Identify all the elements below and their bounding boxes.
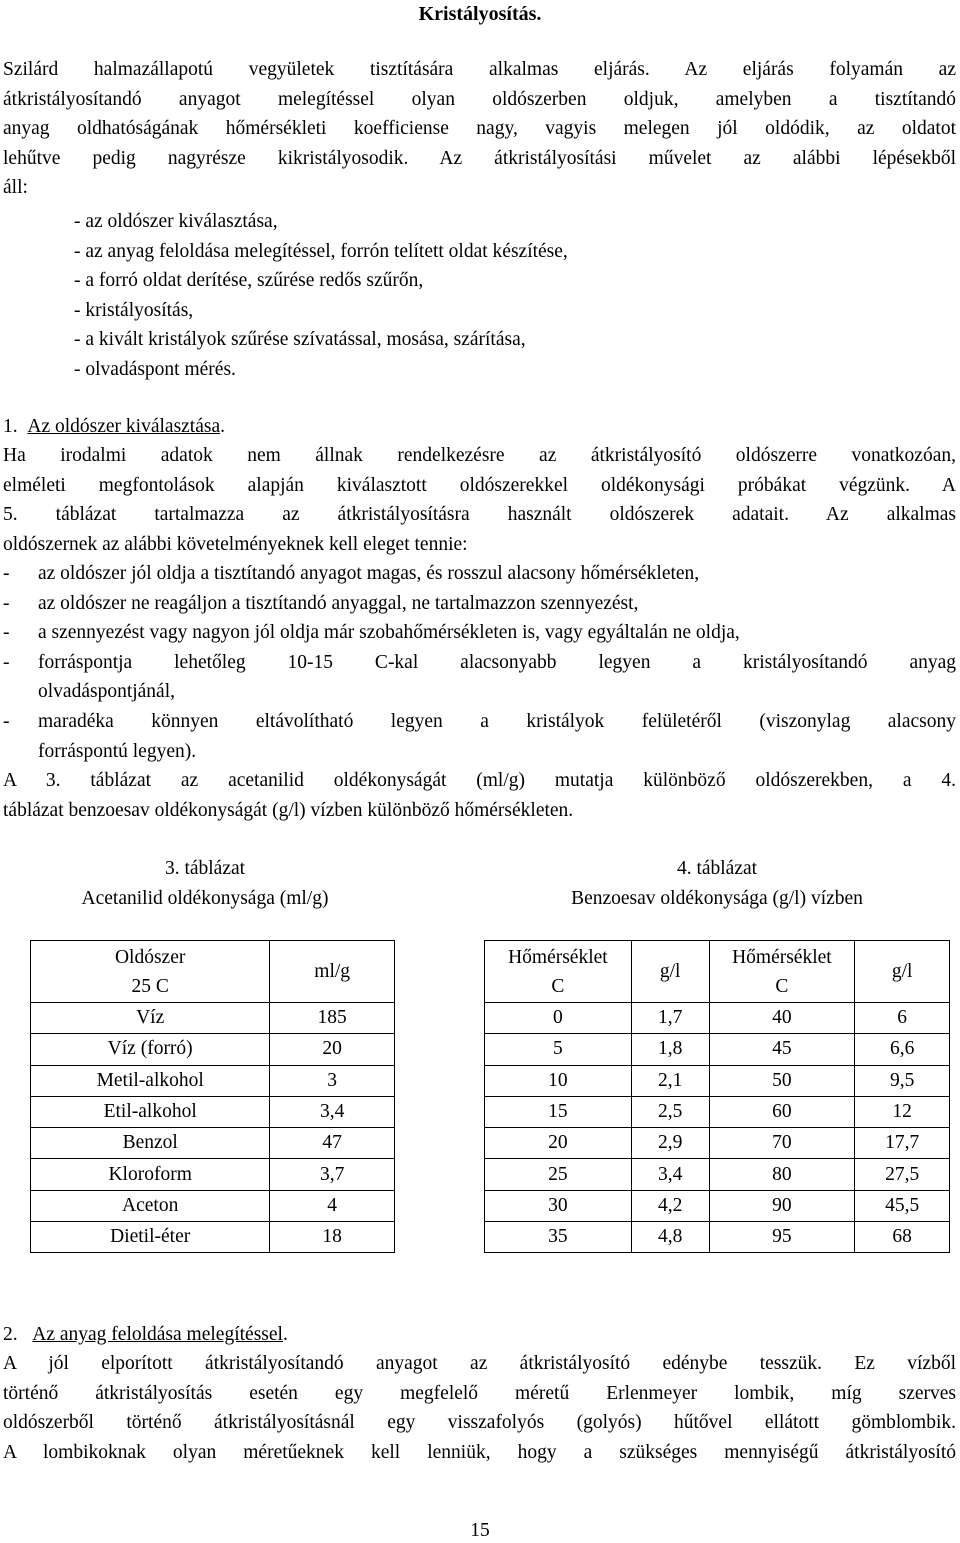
table-cell: 0 <box>485 1003 632 1034</box>
table-cell: 2,9 <box>631 1128 709 1159</box>
table-row <box>31 1128 395 1159</box>
table-cell: 90 <box>709 1190 855 1221</box>
section-1-heading <box>3 412 225 442</box>
table-cell: 50 <box>709 1065 855 1096</box>
page-title: Kristályosítás. <box>418 3 542 25</box>
header-line: C <box>775 975 789 997</box>
para-line: oldószerből történő átkristályosításnál egy visszafolyós (golyós) hűtővel ellátott gömblombik. <box>3 1412 956 1434</box>
table-cell: 27,5 <box>855 1159 950 1190</box>
requirement-item <box>3 559 956 589</box>
table-cell: 45 <box>709 1034 855 1065</box>
para-line: táblázat benzoesav oldékonyságát (g/l) vízben különböző hőmérsékleten. <box>3 799 574 821</box>
table-title: Benzoesav oldékonysága (g/l) vízben <box>571 887 863 909</box>
intro-line: lehűtve pedig nagyrésze kikristályosodik. Az átkristályosítási művelet az alábbi lépésekből <box>3 147 956 169</box>
table-cell: Víz (forró) <box>31 1034 270 1065</box>
table-row <box>485 1034 950 1065</box>
section-number: 1. <box>3 416 18 437</box>
intro-line: Szilárd halmazállapotú vegyületek tisztítására alkalmas eljárás. Az eljárás folyamán az <box>3 59 956 80</box>
tables-intro-paragraph <box>3 766 956 825</box>
intro-line: áll: <box>3 177 28 199</box>
requirement-text <box>38 589 956 619</box>
header-line: Oldószer <box>114 946 186 968</box>
table-cell: 20 <box>485 1128 632 1159</box>
section-suffix: . <box>220 416 226 437</box>
table-cell: 1,8 <box>631 1034 709 1065</box>
table-cell: 3,4 <box>270 1096 395 1127</box>
table-cell: 6,6 <box>855 1034 950 1065</box>
table-cell: 68 <box>855 1222 950 1253</box>
table-cell: 60 <box>709 1096 855 1127</box>
table-cell: 3,4 <box>631 1159 709 1190</box>
table-cell: Kloroform <box>31 1159 270 1190</box>
table-number: 3. táblázat <box>164 858 246 879</box>
table-cell: 35 <box>485 1222 632 1253</box>
table-row <box>31 1034 395 1065</box>
table-number: 4. táblázat <box>676 858 758 879</box>
requirement-item <box>3 589 956 619</box>
table-row <box>485 1159 950 1190</box>
table-cell: Aceton <box>31 1190 270 1221</box>
section-suffix: . <box>282 1324 288 1345</box>
table-cell: 95 <box>709 1222 855 1253</box>
requirement-text <box>38 648 956 707</box>
requirement-line: forráspontú legyen). <box>38 740 197 762</box>
para-line: Ha irodalmi adatok nem állnak rendelkezésre az átkristályosító oldószerre vonatkozóan, <box>3 445 956 466</box>
table-cell: 47 <box>270 1128 395 1159</box>
requirement-text <box>38 559 956 589</box>
para-line: A jól elporított átkristályosítandó anyagot az átkristályosító edénybe tesszük. Ez vízből <box>3 1353 956 1374</box>
para-line: A 3. táblázat az acetanilid oldékonyságát (ml/g) mutatja különböző oldószerekben, a 4. <box>3 770 956 791</box>
table-header-row <box>485 941 950 1003</box>
table-cell: 18 <box>270 1222 395 1253</box>
header-cell <box>31 941 270 1003</box>
table-cell: 30 <box>485 1190 632 1221</box>
table-cell: Víz <box>31 1003 270 1034</box>
table-cell: 80 <box>709 1159 855 1190</box>
table-row <box>485 1065 950 1096</box>
header-cell: ml/g <box>270 941 395 1003</box>
requirement-text <box>38 618 956 648</box>
table-4-caption <box>484 854 950 913</box>
requirement-line: maradéka könnyen eltávolítható legyen a kristályok felületéről (viszonylag alacsony <box>38 710 956 732</box>
requirement-line: forráspontja lehetőleg 10-15 C-kal alacsonyabb legyen a kristályosítandó anyag <box>38 651 956 673</box>
section-2-paragraph <box>3 1349 956 1467</box>
table-cell: 10 <box>485 1065 632 1096</box>
header-line: 25 C <box>131 975 169 997</box>
header-cell: g/l <box>631 941 709 1003</box>
step-item: - a kivált kristályok szűrése szívatással, mosása, szárítása, <box>74 329 526 351</box>
table-cell: 1,7 <box>631 1003 709 1034</box>
requirement-item <box>3 707 956 766</box>
table-cell: Metil-alkohol <box>31 1065 270 1096</box>
requirement-item <box>3 618 956 648</box>
table-row <box>31 1096 395 1127</box>
table-cell: Etil-alkohol <box>31 1096 270 1127</box>
step-item: - az oldószer kiválasztása, <box>74 211 278 232</box>
header-line: C <box>551 975 565 997</box>
table-cell: Dietil-éter <box>31 1222 270 1253</box>
table-cell: 3 <box>270 1065 395 1096</box>
para-line: elméleti megfontolások alapján kiválasztott oldószerekkel oldékonysági próbákat végzünk. A <box>3 474 956 496</box>
table-row <box>485 1190 950 1221</box>
table-cell: 5 <box>485 1034 632 1065</box>
header-cell: g/l <box>855 941 950 1003</box>
para-line: oldószernek az alábbi követelményeknek kell eleget tennie: <box>3 533 468 555</box>
section-title: Az anyag feloldása melegítéssel <box>32 1324 283 1345</box>
requirement-line: az oldószer jól oldja a tisztítandó anyagot magas, és rosszul alacsony hőmérsékleten, <box>38 563 700 584</box>
table-cell: 25 <box>485 1159 632 1190</box>
table-3-caption <box>30 854 380 913</box>
intro-line: átkristályosítandó anyagot melegítéssel olyan oldószerben oldjuk, amelyben a tisztítandó <box>3 88 956 110</box>
table-cell: 6 <box>855 1003 950 1034</box>
table-cell: 3,7 <box>270 1159 395 1190</box>
table-cell: 40 <box>709 1003 855 1034</box>
table-row <box>31 1190 395 1221</box>
list-dash: - <box>3 563 10 584</box>
table-cell: 4,2 <box>631 1190 709 1221</box>
requirement-line: az oldószer ne reagáljon a tisztítandó anyaggal, ne tartalmazzon szennyezést, <box>38 592 639 614</box>
table-row <box>485 1096 950 1127</box>
list-dash: - <box>3 651 10 673</box>
table-row <box>31 1222 395 1253</box>
table-cell: 17,7 <box>855 1128 950 1159</box>
page-number: 15 <box>470 1520 490 1541</box>
table-cell: 45,5 <box>855 1190 950 1221</box>
step-list <box>74 207 568 385</box>
list-dash: - <box>3 710 10 732</box>
requirement-item <box>3 648 956 707</box>
acetanilide-solubility-table <box>30 940 395 1253</box>
intro-line: anyag oldhatóságának hőmérsékleti koefficiense nagy, vagyis melegen jól oldódik, az oldatot <box>3 118 956 140</box>
table-cell: 9,5 <box>855 1065 950 1096</box>
table-cell: 15 <box>485 1096 632 1127</box>
requirement-line: a szennyezést vagy nagyon jól oldja már szobahőmérsékleten is, vagy egyáltalán ne oldja, <box>38 622 740 644</box>
table-row <box>485 1128 950 1159</box>
table-cell: 12 <box>855 1096 950 1127</box>
step-item: - az anyag feloldása melegítéssel, forrón telített oldat készítése, <box>74 240 568 262</box>
list-dash: - <box>3 622 10 644</box>
step-item: - kristályosítás, <box>74 299 194 321</box>
para-line: történő átkristályosítás esetén egy megfelelő méretű Erlenmeyer lombik, míg szerves <box>3 1382 956 1404</box>
header-cell <box>485 941 632 1003</box>
intro-paragraph <box>3 55 956 203</box>
table-cell: Benzol <box>31 1128 270 1159</box>
header-line: Hőmérséklet <box>508 946 608 968</box>
para-line: A lombikoknak olyan méretűeknek kell lenniük, hogy a szükséges mennyiségű átkristályosító <box>3 1441 956 1463</box>
table-header-row <box>31 941 395 1003</box>
header-cell <box>709 941 855 1003</box>
step-item: - a forró oldat derítése, szűrése redős szűrőn, <box>74 270 424 292</box>
table-cell: 2,5 <box>631 1096 709 1127</box>
table-cell: 185 <box>270 1003 395 1034</box>
table-row <box>31 1003 395 1034</box>
step-item: - olvadáspont mérés. <box>74 358 236 380</box>
section-2-heading <box>3 1320 288 1350</box>
table-row <box>31 1065 395 1096</box>
para-line: 5. táblázat tartalmazza az átkristályosításra használt oldószerek adatait. Az alkalmas <box>3 504 956 526</box>
requirement-line: olvadáspontjánál, <box>38 681 176 703</box>
table-cell: 4,8 <box>631 1222 709 1253</box>
table-title: Acetanilid oldékonysága (ml/g) <box>81 887 329 909</box>
list-dash: - <box>3 592 10 614</box>
table-row <box>485 1222 950 1253</box>
section-1-paragraph <box>3 441 956 559</box>
table-row <box>31 1159 395 1190</box>
requirement-text <box>38 707 956 766</box>
table-cell: 4 <box>270 1190 395 1221</box>
table-cell: 20 <box>270 1034 395 1065</box>
requirements-list <box>3 559 956 766</box>
benzoic-acid-solubility-table <box>484 940 950 1253</box>
table-cell: 70 <box>709 1128 855 1159</box>
table-row <box>485 1003 950 1034</box>
table-cell: 2,1 <box>631 1065 709 1096</box>
section-title: Az oldószer kiválasztása <box>27 416 221 437</box>
section-number: 2. <box>3 1324 18 1345</box>
header-line: Hőmérséklet <box>732 946 832 968</box>
